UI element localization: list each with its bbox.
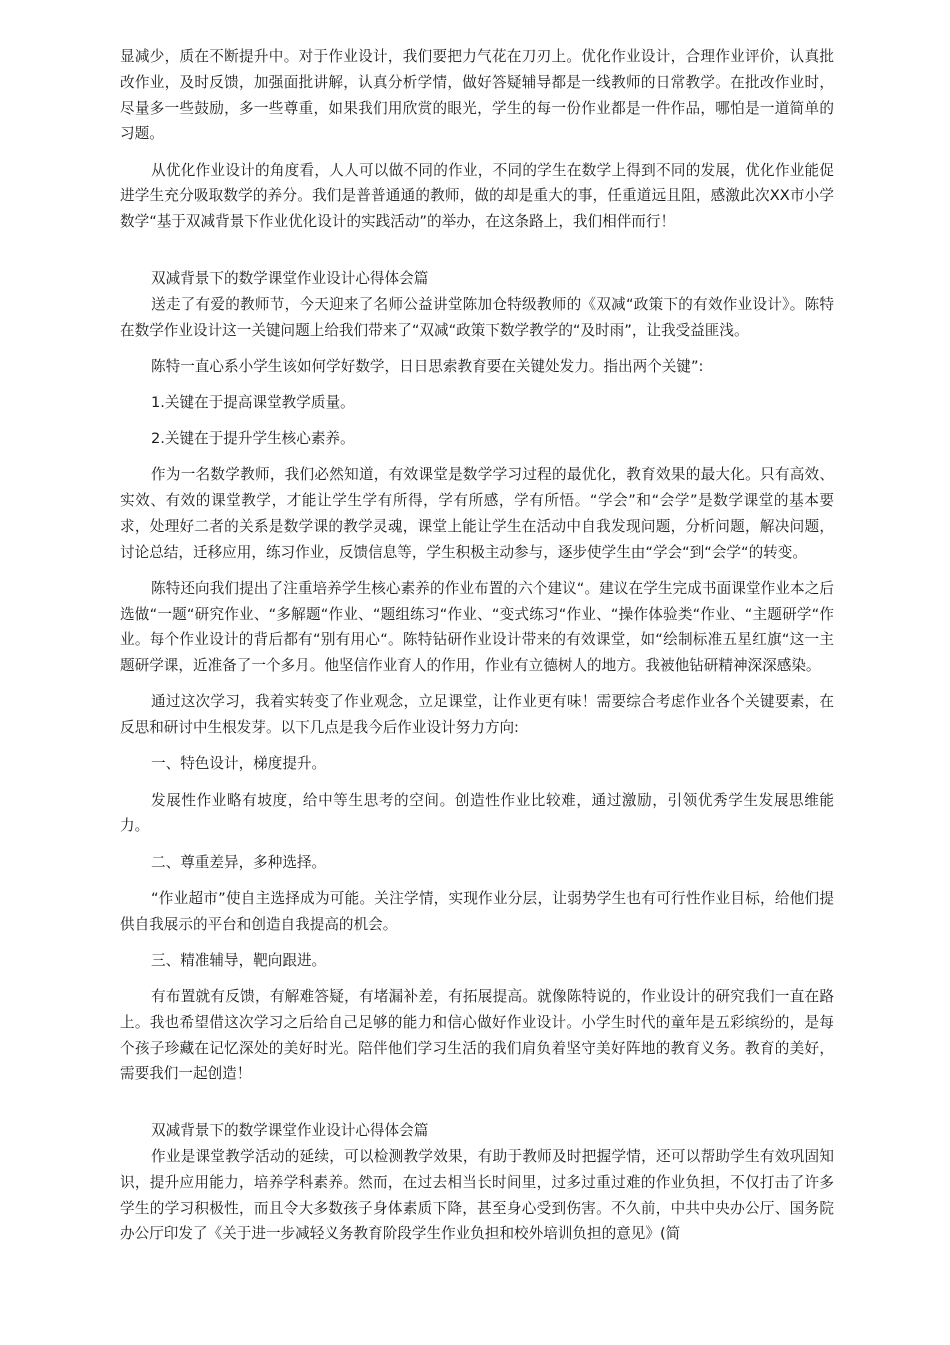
list-item-2: 2.关键在于提升学生核心素养。 bbox=[151, 430, 355, 448]
paragraph-7: 通过这次学习，我着实转变了作业观念，立足课堂，让作业更有味！需要综合考虑作业各个关键要素，在反思和研讨中生根发芽。以下几点是我今后作业设计努力方向: bbox=[120, 693, 834, 737]
paragraph-11: 作业是课堂教学活动的延续，可以检测教学效果，有助于教师及时把握学情，还可以帮助学生有效巩固知识，提升应用能力，培养学科素养。然而，在过去相当长时间里，过多过重过难的作业负担，不仅打击了许多学生的学习积极性，而且令大多数孩子身体素质下降，甚至身心受到伤害。不久前，中共中央办公厅、国务院办公厅印发了《关于进一步减轻义务教育阶段学生作业负担和校外培训负担的意见》(简 bbox=[120, 1147, 834, 1243]
paragraph-3: 送走了有爱的教师节，今天迎来了名师公益讲堂陈加仓特级教师的《双减“政策下的有效作业设计》。陈特在数学作业设计这一关键问题上给我们带来了“双减“政策下数学教学的“及时雨”，让我受益匪浅。 bbox=[120, 295, 834, 339]
subheading-2: 二、尊重差异，多种选择。 bbox=[151, 853, 327, 871]
paragraph-10: 有布置就有反馈，有解难答疑，有堵漏补差，有拓展提高。就像陈特说的，作业设计的研究我们一直在路上。我也希望借这次学习之后给自己足够的能力和信心做好作业设计。小学生时代的童年是五彩缤纷的，是每个孩子珍藏在记忆深处的美好时光。陪伴他们学习生活的我们肩负着坚守美好阵地的教育义务。教育的美好，需要我们一起创造！ bbox=[120, 987, 834, 1083]
section-title-1: 双减背景下的数学课堂作业设计心得体会篇 bbox=[151, 269, 429, 287]
subheading-1: 一、特色设计，梯度提升。 bbox=[151, 755, 327, 773]
paragraph-4: 陈特一直心系小学生该如何学好数学，日日思索教育要在关键处发力。指出两个关键”: bbox=[151, 357, 704, 375]
paragraph-9: “作业超市”使自主选择成为可能。关注学情，实现作业分层，让弱势学生也有可行性作业目标，给他们提供自我展示的平台和创造自我提高的机会。 bbox=[120, 889, 834, 933]
section-title-2: 双减背景下的数学课堂作业设计心得体会篇 bbox=[151, 1122, 429, 1140]
paragraph-2: 从优化作业设计的角度看，人人可以做不同的作业，不同的学生在数学上得到不同的发展，优化作业能促进学生充分吸取数学的养分。我们是普普通通的教师，做的却是重大的事，任重道远且阻，感激此次XX市小学数学“基于双减背景下作业优化设计的实践活动”的举办，在这条路上，我们相伴而行！ bbox=[120, 161, 834, 231]
paragraph-6: 陈特还向我们提出了注重培养学生核心素养的作业布置的六个建议“。建议在学生完成书面课堂作业本之后选做“一题“研究作业、“多解题“作业、“题组练习“作业、“变式练习“作业、“操作体验类“作业、“主题研学“作业。每个作业设计的背后都有“别有用心“。陈特钻研作业设计带来的有效课堂，如“绘制标准五星红旗“这一主题研学课，近准备了一个多月。他坚信作业育人的作用，作业有立德树人的地方。我被他钻研精神深深感染。 bbox=[120, 579, 834, 675]
paragraph-8: 发展性作业略有坡度，给中等生思考的空间。创造性作业比较难，通过激励，引领优秀学生发展思维能力。 bbox=[120, 791, 834, 835]
list-item-1: 1.关键在于提高课堂教学质量。 bbox=[151, 393, 355, 411]
paragraph-1: 显减少，质在不断提升中。对于作业设计，我们要把力气花在刀刃上。优化作业设计，合理作业评价，认真批改作业，及时反馈，加强面批讲解，认真分析学情，做好答疑辅导都是一线教师的日常教学。在批改作业时，尽量多一些鼓励，多一些尊重，如果我们用欣赏的眼光，学生的每一份作业都是一件作品，哪怕是一道简单的习题。 bbox=[120, 48, 834, 143]
document-page bbox=[120, 0, 834, 1247]
subheading-3: 三、精准辅导，靶向跟进。 bbox=[151, 951, 327, 969]
paragraph-5: 作为一名数学教师，我们必然知道，有效课堂是数学学习过程的最优化，教育效果的最大化。只有高效、实效、有效的课堂教学，才能让学生学有所得，学有所感，学有所悟。“学会”和“会学”是数学课堂的基本要求，处理好二者的关系是数学课的教学灵魂，课堂上能让学生在活动中自我发现问题，分析问题，解决问题，讨论总结，迁移应用，练习作业，反馈信息等，学生积极主动参与，逐步使学生由“学会“到“会学“的转变。 bbox=[120, 466, 834, 561]
